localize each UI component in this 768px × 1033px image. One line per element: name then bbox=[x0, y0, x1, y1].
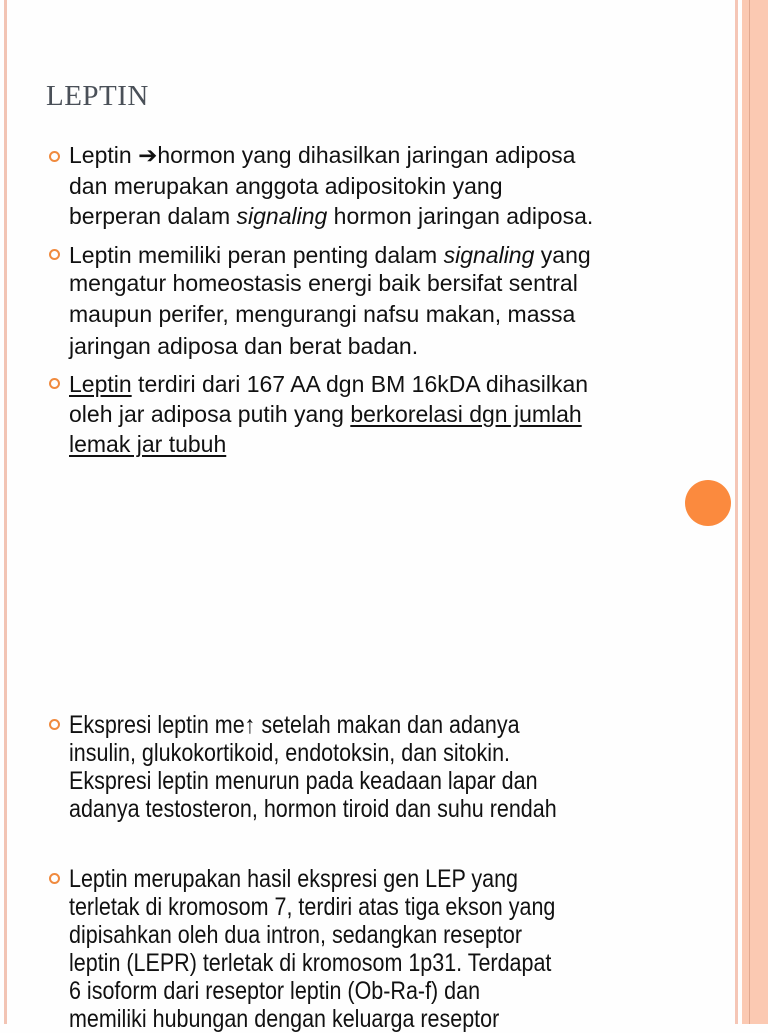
text-span: leptin (LEPR) terletak di kromosom 1p31. Terdapat bbox=[69, 949, 552, 977]
text-span: maupun perifer, mengurangi nafsu makan, massa bbox=[69, 301, 576, 327]
right-border-band bbox=[742, 0, 768, 1024]
text-line bbox=[69, 171, 503, 201]
text-line bbox=[69, 711, 520, 739]
left-border-line bbox=[4, 0, 7, 1024]
text-line bbox=[69, 767, 538, 795]
text-span: 6 isoform dari reseptor leptin (Ob-Ra-f) dan bbox=[69, 977, 481, 1005]
text-line bbox=[69, 140, 575, 170]
text-line bbox=[69, 369, 588, 399]
right-border-band-line bbox=[749, 0, 750, 1024]
bullet-circle-icon bbox=[49, 719, 60, 730]
right-border-line bbox=[735, 0, 738, 1024]
text-span: Leptin merupakan hasil ekspresi gen LEP yang bbox=[69, 865, 519, 893]
text-span: oleh jar adiposa putih yang bbox=[69, 401, 351, 427]
text-span: Leptin bbox=[69, 142, 139, 168]
underlined-text: berkorelasi dgn jumlah bbox=[350, 401, 582, 427]
text-span: terdiri dari 167 AA dgn BM 16kDA dihasilkan bbox=[131, 371, 589, 397]
text-span: Leptin memiliki peran penting dalam bbox=[69, 242, 444, 268]
text-line bbox=[69, 739, 510, 767]
text-line bbox=[69, 921, 522, 949]
bullet-circle-icon bbox=[49, 378, 60, 389]
text-span: jaringan adiposa dan berat badan. bbox=[69, 333, 419, 359]
text-line bbox=[69, 331, 418, 361]
orange-circle-decoration bbox=[685, 480, 731, 526]
italic-text: signaling bbox=[443, 242, 535, 268]
text-span: dan merupakan anggota adipositokin yang bbox=[69, 173, 503, 199]
text-span: yang bbox=[534, 242, 591, 268]
bullet-circle-icon bbox=[49, 151, 60, 162]
bullet-circle-icon bbox=[49, 249, 60, 260]
text-line bbox=[69, 299, 575, 329]
text-span: berperan dalam bbox=[69, 203, 237, 229]
text-span: hormon yang dihasilkan jaringan adiposa bbox=[157, 142, 576, 168]
text-line bbox=[69, 429, 226, 459]
text-span: hormon jaringan adiposa. bbox=[327, 203, 594, 229]
text-line bbox=[69, 949, 551, 977]
text-span: terletak di kromosom 7, terdiri atas tiga ekson yang bbox=[69, 893, 556, 921]
bullet-circle-icon bbox=[49, 873, 60, 884]
text-span: ➔ bbox=[138, 142, 158, 168]
text-line bbox=[69, 865, 518, 893]
text-line bbox=[69, 977, 480, 1005]
text-span: Ekspresi leptin me↑ setelah makan dan adanya bbox=[69, 711, 520, 739]
text-line bbox=[69, 893, 555, 921]
text-span: Ekspresi leptin menurun pada keadaan lapar dan bbox=[69, 767, 538, 795]
text-span: memiliki hubungan dengan keluarga reseptor bbox=[69, 1005, 500, 1033]
underlined-text: lemak jar tubuh bbox=[69, 431, 227, 457]
text-line bbox=[69, 201, 593, 231]
text-line bbox=[69, 399, 582, 429]
text-line bbox=[69, 268, 578, 298]
text-line bbox=[69, 240, 591, 270]
text-span: adanya testosteron, hormon tiroid dan suhu rendah bbox=[69, 795, 557, 823]
text-line bbox=[69, 795, 557, 823]
slide-title: LEPTIN bbox=[46, 80, 149, 112]
text-line bbox=[69, 1005, 499, 1033]
text-span: dipisahkan oleh dua intron, sedangkan reseptor bbox=[69, 921, 523, 949]
text-span: insulin, glukokortikoid, endotoksin, dan sitokin. bbox=[69, 739, 511, 767]
italic-text: signaling bbox=[236, 203, 328, 229]
underlined-text: Leptin bbox=[69, 371, 132, 397]
text-span: mengatur homeostasis energi baik bersifat sentral bbox=[69, 270, 578, 296]
